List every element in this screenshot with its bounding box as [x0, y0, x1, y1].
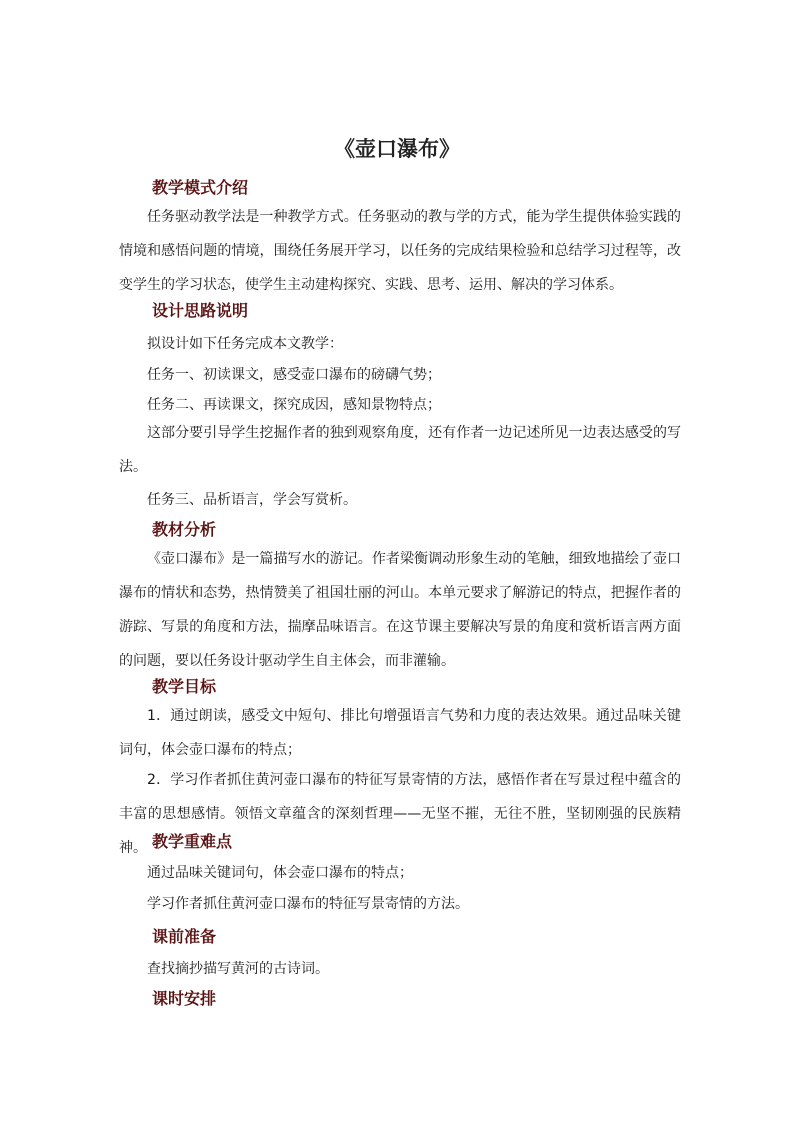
design-task-2: 任务二、再读课文，探究成因，感知景物特点； [147, 397, 441, 413]
keypoint-1: 通过品味关键词句，体会壶口瀑布的特点； [147, 865, 413, 881]
prep-text: 查找摘抄描写黄河的古诗词。 [147, 961, 329, 977]
teaching-mode-paragraph: 任务驱动教学法是一种教学方式。任务驱动的教与学的方式，能为学生提供体验实践的情境和感悟问题的情境，围绕任务展开学习，以任务的完成结果检验和总结学习过程等，改变学生的学习状态，使学生主动建构探究、实践、思考、运用、解决的学习体系。 [119, 209, 681, 293]
material-paragraph: 《壶口瀑布》是一篇描写水的游记。作者梁衡调动形象生动的笔触，细致地描绘了壶口瀑布的情状和态势，热情赞美了祖国壮丽的河山。本单元要求了解游记的特点，把握作者的游踪、写景的角度和方法，揣摩品味语言。在这节课主要解决写景的角度和赏析语言两方面的问题，要以任务设计驱动学生自主体会，而非灌输。 [119, 551, 681, 669]
goal-1-paragraph: 1．通过朗读，感受文中短句、排比句增强语言气势和力度的表达效果。通过品味关键词句，体会壶口瀑布的特点； [119, 708, 681, 758]
design-note-paragraph: 这部分要引导学生挖掘作者的独到观察角度，还有作者一边记述所见一边表达感受的写法。 [119, 425, 681, 475]
design-intro: 拟设计如下任务完成本文教学： [147, 336, 343, 352]
section-heading-design: 设计思路说明 [152, 301, 249, 320]
goal-2-paragraph: 2．学习作者抓住黄河壶口瀑布的特征写景寄情的方法，感悟作者在写景过程中蕴含的丰富的思想感情。领悟文章蕴含的深刻哲理——无坚不摧，无往不胜，坚韧刚强的民族精神。 [119, 772, 681, 856]
section-heading-material: 教材分析 [152, 520, 217, 539]
section-heading-prep: 课前准备 [152, 927, 217, 946]
section-heading-keypoints: 教学重难点 [152, 832, 233, 851]
keypoint-2: 学习作者抓住黄河壶口瀑布的特征写景寄情的方法。 [147, 896, 469, 912]
design-task-3: 任务三、品析语言，学会写赏析。 [147, 492, 357, 508]
section-heading-teaching-mode: 教学模式介绍 [152, 178, 249, 197]
section-heading-goals: 教学目标 [152, 677, 217, 696]
design-task-1: 任务一、初读课文，感受壶口瀑布的磅礴气势； [147, 367, 441, 383]
document-title: 《壶口瀑布》 [334, 136, 460, 161]
section-heading-schedule: 课时安排 [152, 989, 217, 1008]
